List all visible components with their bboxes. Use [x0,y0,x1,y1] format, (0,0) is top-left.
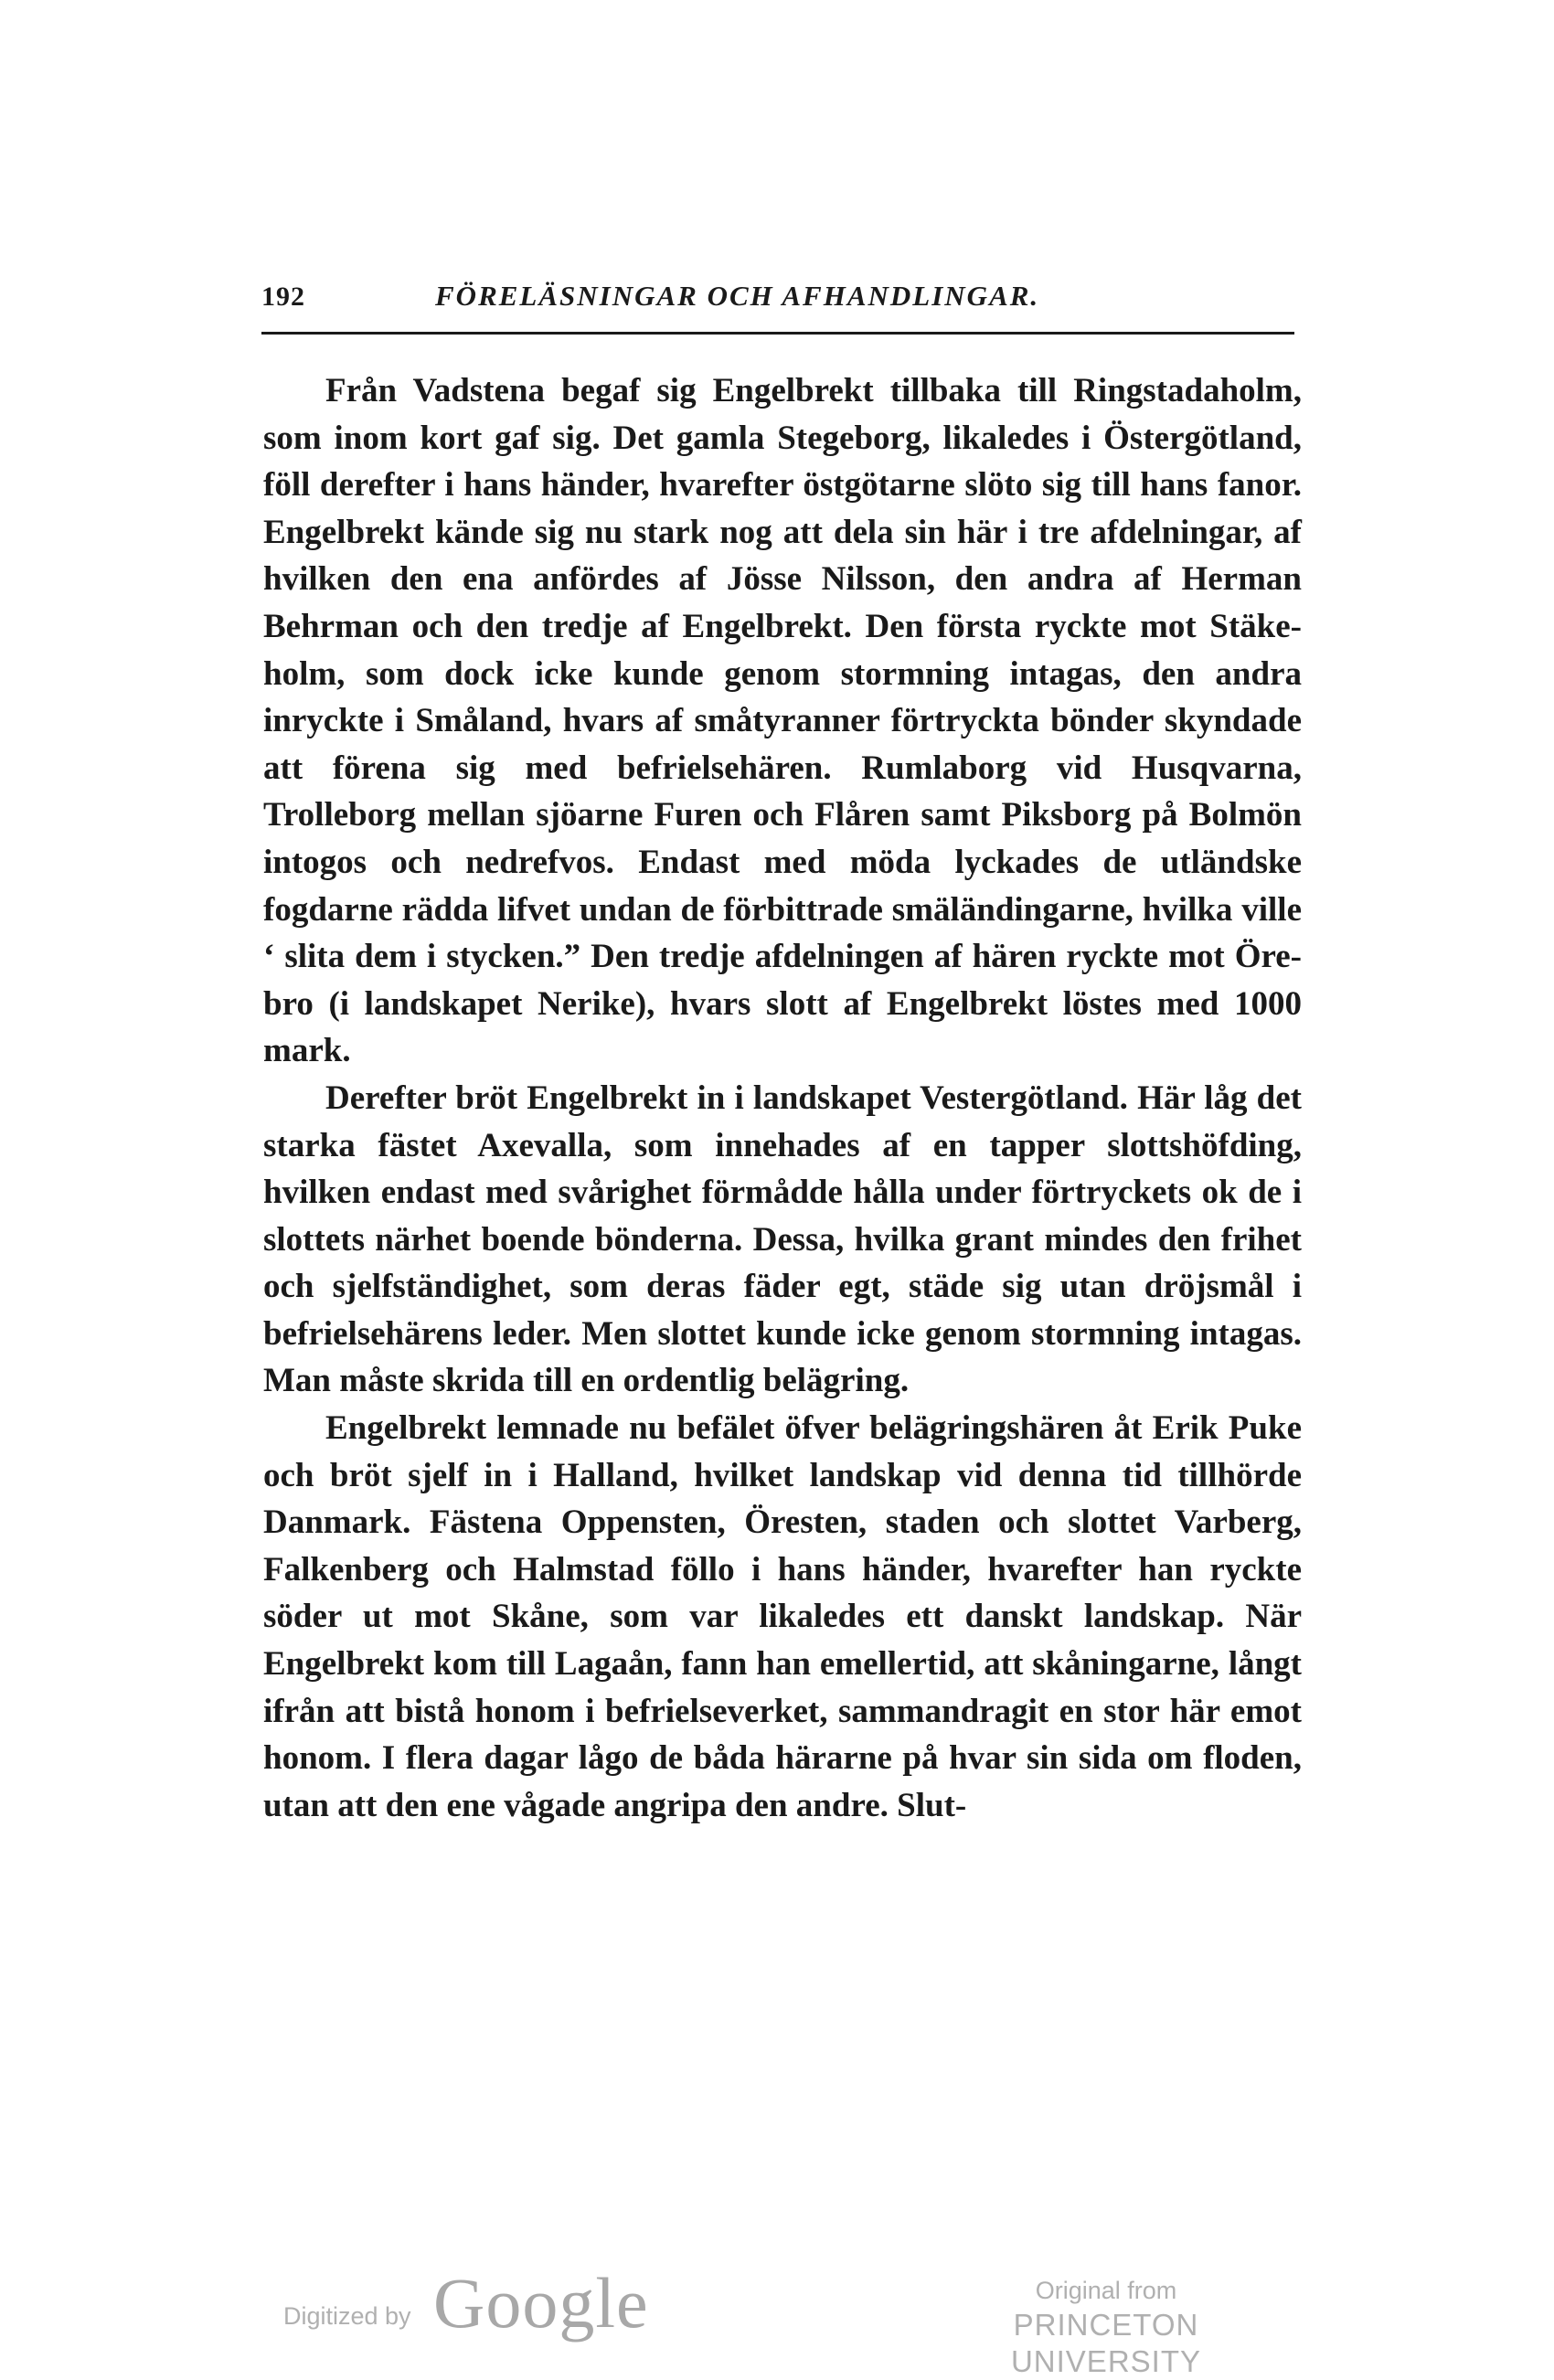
paragraph-2: Derefter bröt Engelbrekt in i landskapet Vestergötland. Här låg det starka fästet Axevalla, som innehades af en tapper slottshöfding, hvilken endast med svårighet förmådde hålla under förtryckets ok de i slottets närhet boende bönderna. Dessa, hvilka grant mindes den frihet och sjelfständighet, som deras fäder egt, städe sig utan dröjsmål i befrielsehärens leder. Men slottet kunde icke genom stormning intagas. Man måste skrida till en ordentlig belägring. [263,1078,1302,1400]
original-from-label: Original from [1035,2277,1177,2304]
paragraph-3: Engelbrekt lemnade nu befälet öfver belägringshären åt Erik Puke och bröt sjelf in i Halland, hvilket landskap vid denna tid tillhörde Danmark. Fästena Oppensten, Öresten, staden och slottet Varberg, Falkenberg och Halmstad föllo i hans händer, hvarefter han ryckte söder ut mot Skåne, som var likaledes ett danskt landskap. När Engelbrekt kom till Lagaån, fann han emellertid, att skåningarne, långt ifrån att bistå honom i befrielseverket, sammandragit en stor här emot honom. I flera dagar lågo de båda härarne på hvar sin sida om floden, utan att den ene vågade angripa den andre. Slut- [263,1409,1302,1824]
page-number: 192 [261,282,305,312]
digitized-by-watermark [283,2262,667,2344]
digitized-by-label: Digitized by [283,2302,411,2330]
google-logo: Google [433,2263,649,2343]
paragraph-1: Från Vadstena begaf sig Engelbrekt tillbaka till Ringstadaholm, som inom kort gaf sig. Det gamla Stegeborg, likaledes i Östergötland, föll derefter i hans händer, hvarefter östgötarne slöto sig till hans fanor. Engelbrekt kände sig nu stark nog att dela sin här i tre afdelningar, af hvilken den ena anfördes af Jösse Nilsson, den andra af Herman Behrman och den tredje af Engelbrekt. Den första ryckte mot Stäkeholm, som dock icke kunde genom stormning intagas, den andra inryckte i Småland, hvars af småtyranner förtryckta bönder skyndade att förena sig med befrielsehären. Rumlaborg vid Husqvarna, Trolleborg mellan sjöarne Furen och Flåren samt Piksborg på Bolmön intogos och nedrefvos. Endast med möda lyckades de utländske fogdarne rädda lifvet undan de förbittrade smäländingarne, hvilka ville ‘ slita dem i stycken.” Den tredje afdelningen af hären ryckte mot Örebro (i landskapet Nerike), hvars slott af Engelbrekt löstes med 1000 mark. [263,372,1302,1070]
running-head [261,274,1294,329]
institution-name: PRINCETON UNIVERSITY [1010,2308,1202,2378]
source-attribution [914,2274,1298,2380]
running-title: FÖRELÄSNINGAR OCH AFHANDLINGAR. [435,280,1040,312]
header-rule [261,332,1294,335]
body-text [263,367,1302,1829]
